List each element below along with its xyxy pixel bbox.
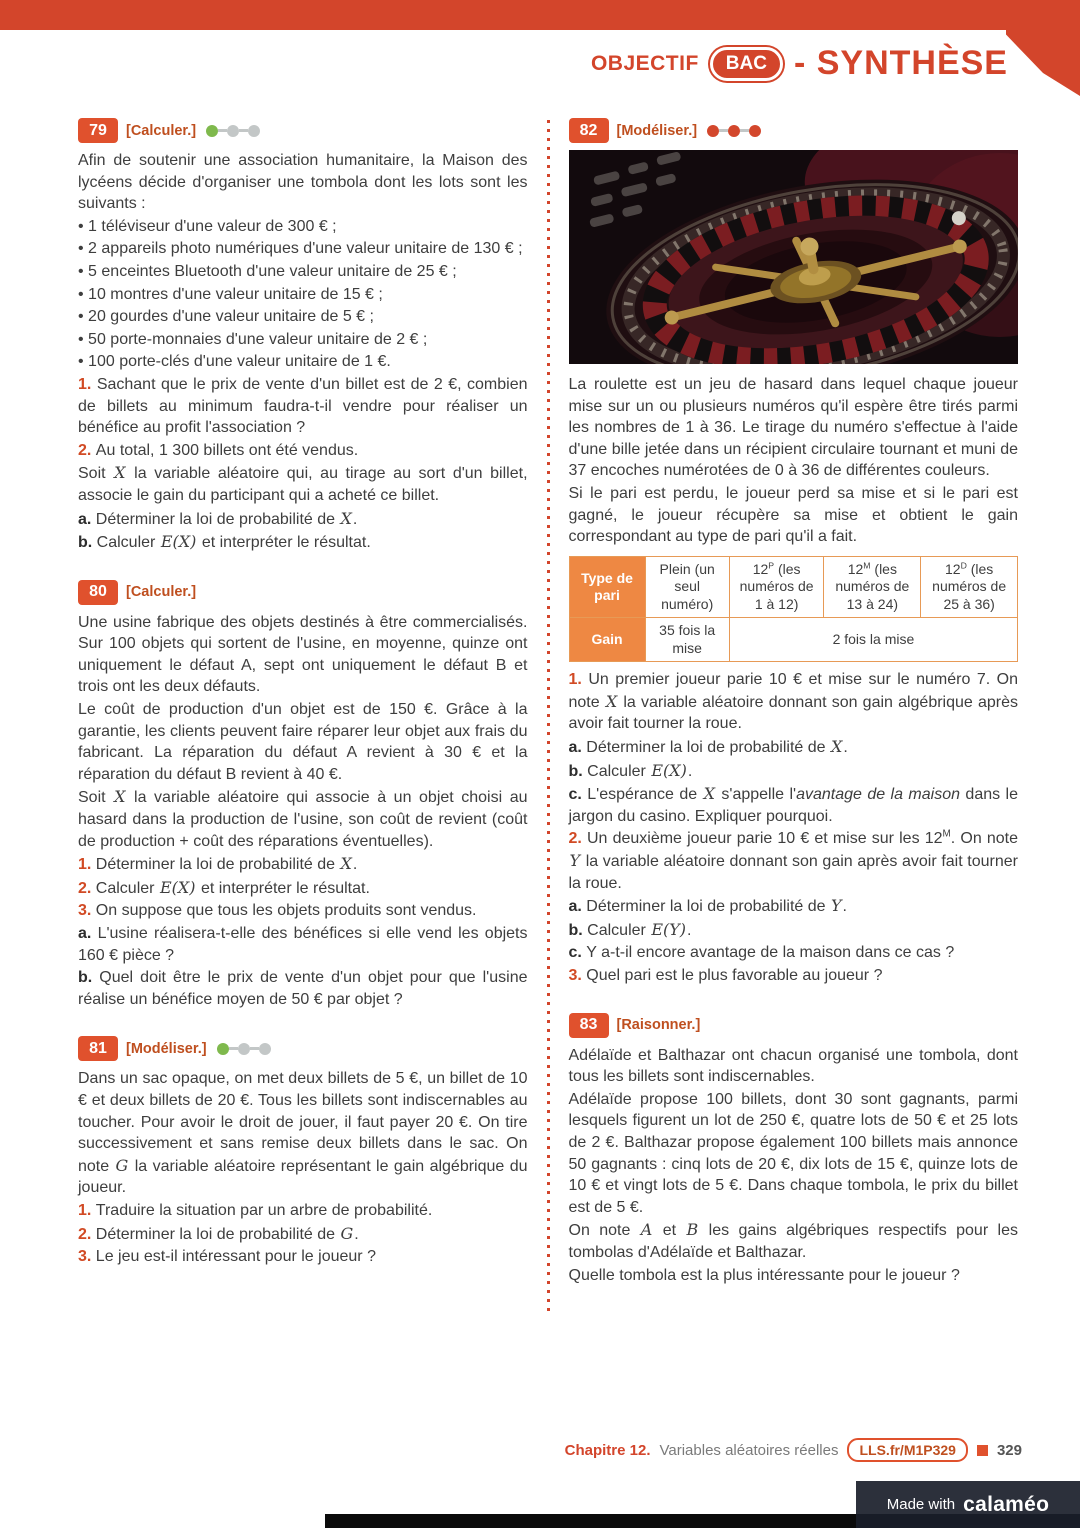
letter-question <box>569 760 1019 783</box>
dot-connector <box>250 1047 259 1050</box>
letter-question <box>78 923 528 966</box>
math-variable: Y <box>569 851 581 870</box>
text-run: 100 porte-clés d'une valeur unitaire de 1 €. <box>88 353 391 371</box>
math-variable: B <box>686 1220 699 1240</box>
bullet-icon: • <box>78 217 89 235</box>
question-letter: a. <box>78 925 98 942</box>
bullet-item <box>78 284 528 306</box>
text-run: Déterminer la loi de probabilité de <box>95 1225 340 1243</box>
text-run: (les numéros de 13 à 24) <box>835 560 910 612</box>
text-run: Sachant que le prix de vente d'un billet est de 2 €, combien de billets au minimum faudra-t-il vendre pour réaliser un bénéfice au profit l'association ? <box>78 375 528 437</box>
difficulty-dot-red <box>749 125 761 137</box>
paragraph <box>78 699 528 785</box>
question-letter: b. <box>78 969 100 987</box>
page-footer <box>565 1438 1022 1462</box>
text-run: 12 <box>847 560 864 577</box>
letter-question <box>569 736 1019 759</box>
text-run: Déterminer la loi de probabilité de <box>586 739 830 757</box>
text-run: . On note <box>950 830 1018 848</box>
dot-connector <box>239 129 248 132</box>
math-variable: E(Y) <box>651 919 687 939</box>
text-run: la variable aléatoire qui associe à un objet choisi au hasard dans la production de l'usine, son coût de revient (coût de production + coût des réparations éventuelles). <box>78 789 528 850</box>
paragraph <box>569 1265 1019 1287</box>
gain-value-cell: 2 fois la mise <box>729 618 1017 662</box>
bullet-item <box>78 329 528 351</box>
exercise-number-badge: 80 <box>78 580 118 605</box>
text-run: Traduire la situation par un arbre de probabilité. <box>95 1201 433 1219</box>
paragraph <box>569 1219 1019 1263</box>
difficulty-dot-red <box>728 125 740 137</box>
text-run: Soit <box>78 789 114 807</box>
text-run: la variable aléatoire représentant le gain algébrique du joueur. <box>78 1157 528 1197</box>
bullet-item <box>78 216 528 238</box>
exercise-82 <box>569 118 1019 987</box>
column-divider <box>547 120 550 1312</box>
bullet-item <box>78 306 528 328</box>
text-run: L'usine réalisera-t-elle des bénéfices si elle vend les objets 160 € pièce ? <box>78 925 528 964</box>
paragraph <box>569 374 1019 482</box>
text-run: Déterminer la loi de probabilité de <box>95 856 340 874</box>
question-letter: a. <box>568 739 587 757</box>
text-run: 12 <box>945 560 961 577</box>
table-gain-row <box>569 618 1018 662</box>
text-run: 50 porte-monnaies d'une valeur unitaire de 2 € ; <box>88 330 428 348</box>
text-run: avantage de la maison <box>796 786 961 804</box>
question-number: 1. <box>78 856 96 874</box>
chapter-label: Chapitre 12. <box>564 1441 651 1459</box>
bet-type-header-cell <box>824 556 921 618</box>
exercise-81 <box>78 1036 528 1267</box>
numbered-question <box>78 1223 528 1246</box>
bullet-icon: • <box>78 240 89 258</box>
letter-question <box>78 508 528 531</box>
exercise-83 <box>569 1013 1019 1287</box>
question-letter: c. <box>568 944 587 962</box>
exercise-number-badge: 82 <box>569 118 609 143</box>
bullet-icon: • <box>78 262 89 280</box>
text-run: L'espérance de <box>587 786 703 804</box>
text-run: Calculer <box>587 762 651 780</box>
calameo-logo: calaméo <box>963 1492 1050 1516</box>
text-run: et <box>653 1222 686 1240</box>
numbered-question <box>78 1200 528 1222</box>
objectif-label: OBJECTIF <box>590 51 699 75</box>
numbered-question <box>569 669 1019 735</box>
left-column <box>78 118 528 1312</box>
math-variable: X <box>605 691 618 711</box>
letter-question <box>569 942 1019 964</box>
numbered-question <box>78 877 528 900</box>
exercise-header <box>569 1013 1019 1038</box>
page-number: 329 <box>996 1441 1022 1459</box>
letter-question <box>569 919 1019 942</box>
exercise-number-badge: 79 <box>78 118 118 143</box>
letter-question <box>78 967 528 1010</box>
text-run: la variable aléatoire qui, au tirage au sort d'un billet, associe le gain du participant qui a acheté ce billet. <box>78 465 528 504</box>
footer-square-icon <box>977 1445 988 1456</box>
numbered-question <box>569 828 1019 894</box>
superscript: D <box>960 560 967 571</box>
text-run: 5 enceintes Bluetooth d'une valeur unitaire de 25 € ; <box>88 262 457 280</box>
exercise-header <box>78 1036 528 1061</box>
text-run: 10 montres d'une valeur unitaire de 15 € ; <box>88 285 383 303</box>
text-run: Dans un sac opaque, on met deux billets de 5 €, un billet de 10 € et deux billets de 20 €. Tous les billets sont indiscernables au toucher. Pour avoir le droit de jouer, il faut payer 20 €. On tire successivement et sans remise deux billets dans le sac. On note <box>78 1070 528 1175</box>
table-corner-cell: Type de pari <box>569 556 645 618</box>
text-run: Le coût de production d'un objet est de 150 €. Grâce à la garantie, les clients peuvent faire réparer leur objet aux frais du fabricant. La réparation du défaut A revient à 30 € et la réparation du défaut B revient à 40 €. <box>78 701 528 783</box>
question-number: 2. <box>568 830 587 848</box>
paragraph <box>78 462 528 506</box>
question-letter: b. <box>78 534 97 552</box>
numbered-question <box>78 374 528 439</box>
text-run: On suppose que tous les objets produits sont vendus. <box>95 902 477 920</box>
math-variable: X <box>340 854 352 874</box>
right-column <box>569 118 1019 1312</box>
page-header <box>591 44 1008 83</box>
gain-value-cell: 35 fois la mise <box>645 618 729 662</box>
question-letter: a. <box>568 898 587 916</box>
corner-ribbon <box>1006 0 1080 96</box>
text-run: . <box>352 856 358 874</box>
roulette-photo <box>569 150 1019 364</box>
watermark-text: Made with <box>886 1496 956 1513</box>
text-run: Le jeu est-il intéressant pour le joueur ? <box>95 1248 376 1266</box>
superscript: P <box>768 560 775 571</box>
difficulty-dot-green <box>206 125 218 137</box>
dot-connector <box>719 129 728 132</box>
question-number: 3. <box>568 966 587 984</box>
text-run: Calculer <box>95 879 159 897</box>
difficulty-dot-gray <box>248 125 260 137</box>
calameo-watermark[interactable] <box>856 1481 1080 1528</box>
top-bar <box>0 0 1080 30</box>
bullet-item <box>78 351 528 373</box>
question-number: 1. <box>78 1201 96 1219</box>
bet-type-header-cell <box>645 556 729 618</box>
exercise-80 <box>78 580 528 1011</box>
exercise-method-tag: [Modéliser.] <box>126 1040 207 1057</box>
paragraph <box>78 150 528 215</box>
text-run: Quel pari est le plus favorable au joueur ? <box>586 966 883 984</box>
content-columns <box>78 118 1018 1312</box>
bullet-item <box>78 261 528 283</box>
superscript: M <box>863 560 871 571</box>
math-variable: X <box>340 508 352 528</box>
question-number: 2. <box>78 879 96 897</box>
math-variable: G <box>340 1223 354 1243</box>
exercise-method-tag: [Calculer.] <box>126 122 197 139</box>
superscript: M <box>942 829 951 841</box>
exercise-number-badge: 83 <box>569 1013 609 1038</box>
text-run: 1 téléviseur d'une valeur de 300 € ; <box>88 217 337 235</box>
exercise-method-tag: [Calculer.] <box>126 584 197 601</box>
text-run: . <box>352 510 358 528</box>
bullet-icon: • <box>78 353 89 371</box>
paragraph <box>569 1089 1019 1219</box>
paragraph <box>78 612 528 698</box>
exercise-header <box>78 118 528 143</box>
text-run: . <box>842 898 847 916</box>
exercise-number-badge: 81 <box>78 1036 118 1061</box>
exercise-method-tag: [Modéliser.] <box>616 122 698 139</box>
numbered-question <box>78 853 528 876</box>
paragraph <box>78 786 528 852</box>
letter-question <box>569 783 1019 827</box>
text-run: la variable aléatoire donnant son gain algébrique après avoir fait tourner la roue. <box>568 693 1018 733</box>
difficulty-dot-green <box>217 1043 229 1055</box>
text-run: Déterminer la loi de probabilité de <box>95 510 340 528</box>
text-run: . <box>687 762 693 780</box>
question-letter: b. <box>568 921 588 939</box>
difficulty-dot-gray <box>259 1043 271 1055</box>
bet-type-header-cell <box>921 556 1018 618</box>
exercise-79 <box>78 118 528 554</box>
text-run: et interpréter le résultat. <box>197 534 371 552</box>
bac-badge: BAC <box>710 47 783 81</box>
bullet-icon: • <box>78 308 89 326</box>
question-number: 3. <box>78 902 96 920</box>
text-run: Adélaïde et Balthazar ont chacun organisé une tombola, dont tous les billets sont indiscernables. <box>568 1046 1018 1086</box>
text-run: . <box>843 739 848 757</box>
difficulty-dots <box>217 1043 271 1055</box>
text-run: s'appelle l' <box>715 786 797 804</box>
text-run: . <box>687 921 692 939</box>
text-run: (les numéros de 25 à 36) <box>932 560 1007 612</box>
text-run: Une usine fabrique des objets destinés à être commercialisés. Sur 100 objets qui sortent de l'usine, en moyenne, quinze ont uniquement le défaut A, sept ont uniquement le défaut B et trois ont les deux défauts. <box>78 613 528 696</box>
text-run: la variable aléatoire donnant son gain après avoir fait tourner la roue. <box>568 853 1018 892</box>
math-variable: X <box>830 737 843 757</box>
text-run: (les numéros de 1 à 12) <box>739 560 814 612</box>
text-run: et interpréter le résultat. <box>196 879 370 897</box>
math-variable: X <box>114 463 126 483</box>
numbered-question <box>78 900 528 922</box>
bullet-item <box>78 238 528 260</box>
paragraph <box>569 483 1019 548</box>
math-variable: E(X) <box>160 532 197 552</box>
text-run: Adélaïde propose 100 billets, dont 30 sont gagnants, parmi lesquels figurent un lot de 250 €, quatre lots de 50 € et 25 lots de 2 €. Balthazar propose également 100 billets mais annonce 50 gagnants : cinq lots de 20 €, dix lots de 15 €, quinze lots de 10 € et vingt lots de 5 €. Dans chaque tombola, le prix du billet est de 5 €. <box>568 1090 1018 1216</box>
letter-question <box>78 531 528 554</box>
question-letter: b. <box>568 762 588 780</box>
text-run: . <box>354 1225 359 1243</box>
math-variable: X <box>703 784 715 804</box>
text-run: Un deuxième joueur parie 10 € et mise sur les 12 <box>586 830 943 848</box>
question-letter: a. <box>78 510 96 528</box>
bullet-icon: • <box>78 330 89 348</box>
bullet-icon: • <box>78 285 89 303</box>
question-number: 1. <box>568 671 589 689</box>
question-number: 3. <box>78 1248 96 1266</box>
text-run: Un premier joueur parie 10 € et mise sur le numéro 7. On note <box>568 671 1018 711</box>
math-variable: G <box>115 1155 129 1175</box>
roulette-photo-graphic <box>569 150 1019 364</box>
gain-label-cell: Gain <box>569 618 645 662</box>
text-run: Au total, 1 300 billets ont été vendus. <box>95 441 359 459</box>
difficulty-dot-red <box>707 125 719 137</box>
text-run: les gains algébriques respectifs pour les tombolas d'Adélaïde et Balthazar. <box>568 1222 1019 1261</box>
text-run: Si le pari est perdu, le joueur perd sa mise et si le pari est gagné, le joueur récupère sa mise et obtient le gain correspondant au type de pari qu'il a fait. <box>568 484 1018 546</box>
text-run: Calculer <box>96 534 160 552</box>
text-run: 20 gourdes d'une valeur unitaire de 5 € ; <box>88 308 374 326</box>
difficulty-dots <box>206 125 260 137</box>
text-run: La roulette est un jeu de hasard dans lequel chaque joueur mise sur un ou plusieurs numéros qu'il espère être tirés parmi les nombres de 1 à 36. Le tirage du numéro s'effectue à l'aide d'une bille jetée dans un récipient circulaire tournant et muni de 37 encoches numérotées de 0 à 36 de différentes couleurs. <box>568 376 1018 480</box>
text-run: Quel doit être le prix de vente d'un objet pour que l'usine réalise un bénéfice moyen de 50 € par objet ? <box>78 969 528 1008</box>
paragraph <box>569 1045 1019 1088</box>
question-number: 1. <box>78 375 97 393</box>
text-run: 2 appareils photo numériques d'une valeur unitaire de 130 € ; <box>88 240 523 258</box>
math-variable: Y <box>830 896 842 916</box>
numbered-question <box>569 965 1019 987</box>
dot-connector <box>218 129 227 132</box>
bet-types-table <box>569 556 1019 663</box>
text-run: dans le jargon du casino. Expliquer pourquoi. <box>568 786 1019 825</box>
text-run: 12 <box>752 560 769 577</box>
question-number: 2. <box>78 441 96 459</box>
exercise-header <box>569 118 1019 143</box>
question-letter: c. <box>568 786 588 804</box>
exercise-method-tag: [Raisonner.] <box>616 1017 701 1034</box>
dot-connector <box>740 129 749 132</box>
synthese-title: - SYNTHÈSE <box>793 44 1008 82</box>
math-variable: A <box>640 1220 653 1240</box>
lls-code-badge: LLS.fr/M1P329 <box>847 1438 967 1462</box>
text-run: Déterminer la loi de probabilité de <box>586 898 830 916</box>
question-number: 2. <box>78 1225 96 1243</box>
text-run: Soit <box>78 465 114 483</box>
text-run: Y a-t-il encore avantage de la maison dans ce cas ? <box>586 944 955 962</box>
chapter-title: Variables aléatoires réelles <box>659 1441 839 1459</box>
math-variable: X <box>114 787 126 807</box>
letter-question <box>569 895 1019 918</box>
text-run: Plein (un seul numéro) <box>659 560 715 612</box>
dot-connector <box>229 1047 238 1050</box>
table-header-row <box>569 556 1018 618</box>
math-variable: E(X) <box>159 877 196 897</box>
math-variable: E(X) <box>651 760 687 780</box>
paragraph <box>78 1068 528 1199</box>
difficulty-dots <box>707 125 761 137</box>
numbered-question <box>78 440 528 462</box>
difficulty-dot-gray <box>227 125 239 137</box>
numbered-question <box>78 1246 528 1268</box>
text-run: Afin de soutenir une association humanitaire, la Maison des lycéens décide d'organiser une tombola dont les lots sont les suivants : <box>78 152 528 213</box>
exercise-header <box>78 580 528 605</box>
text-run: Quelle tombola est la plus intéressante pour le joueur ? <box>568 1266 960 1284</box>
text-run: On note <box>568 1222 640 1240</box>
difficulty-dot-gray <box>238 1043 250 1055</box>
text-run: Calculer <box>587 921 651 939</box>
bet-type-header-cell <box>729 556 824 618</box>
